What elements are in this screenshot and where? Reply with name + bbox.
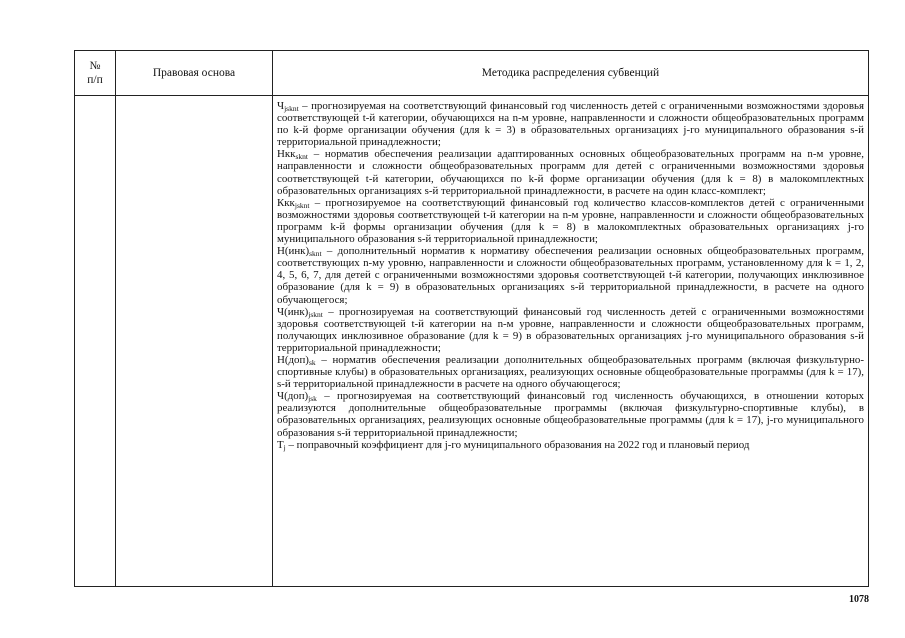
- variable-subscript: sknt: [309, 249, 322, 259]
- definition-text: – норматив обеспечения реализации дополнительных общеобразовательных программ (включая физкультурно-спортивные клубы) в образовательных организациях, реализующих основные общеобразовательные программы (для k = 17), s-й территориальной принадлежности в расчете на одного обучающегося;: [277, 353, 864, 391]
- definition-text: – норматив обеспечения реализации адаптированных основных общеобразовательных программ на n-м уровне, направленности и сложности общеобразовательных программ для детей с ограниченными возможностями здоровья соответствующей t-й категории, обучающихся по k-й форме организации обучения (для k = 8) в малокомплектных образовательных организациях s-й территориальной принадлежности, в расчете на один класс-комплект;: [277, 148, 864, 197]
- variable-subscript: jsknt: [308, 309, 323, 319]
- definition-paragraph: [277, 390, 864, 438]
- definition-paragraph: [277, 306, 864, 354]
- definition-text: – прогнозируемое на соответствующий финансовый год количество классов-комплектов детей с ограниченными возможностями здоровья соответствующей t-й категории на n-м уровне, направленности и сложности общеобразовательных программ k-й формы организации обучения (для k = 8) в малокомплектных образовательных организациях j-го муниципального образования s-й территориальной принадлежности;: [277, 196, 864, 246]
- table-header-row: [75, 51, 869, 96]
- definition-paragraph: [277, 197, 864, 245]
- header-legal-basis: Правовая основа: [116, 51, 273, 96]
- definition-text: – прогнозируемая на соответствующий финансовый год численность детей с ограниченными возможностями здоровья соответствующей t-й категории на n-м уровне, направленности и сложности общеобразовательных программ, получающих инклюзивное образование (для k = 9) в образовательных организациях j-го муниципального образования s-й территориальной принадлежности;: [277, 305, 864, 354]
- variable-symbol: Нкк: [277, 148, 296, 161]
- variable-symbol: Ч: [277, 100, 285, 112]
- subvention-table: [74, 50, 869, 587]
- cell-methodology: [273, 96, 869, 587]
- definition-paragraph: [277, 245, 864, 305]
- definition-text: – поправочный коэффициент для j-го муниципального образования на 2022 год и плановый период: [285, 438, 750, 451]
- variable-subscript: jsk: [308, 394, 317, 404]
- variable-subscript: sknt: [295, 152, 308, 162]
- header-number-line2: п/п: [87, 74, 103, 86]
- header-number: [75, 51, 116, 96]
- cell-legal-basis: [116, 96, 273, 587]
- variable-subscript: j: [283, 442, 286, 452]
- variable-subscript: sk: [308, 357, 316, 367]
- definition-paragraph: [277, 439, 864, 451]
- definition-paragraph: [277, 100, 864, 148]
- definition-text: – прогнозируемая на соответствующий финансовый год численность детей с ограниченными возможностями здоровья соответствующей t-й категории, обучающихся на n-м уровне, направленности и сложности общеобразовательных программ по k-й форме организации обучения (для k = 3) в образовательных организациях j-го муниципального образования s-й территориальной принадлежности;: [277, 100, 864, 149]
- definition-text: – прогнозируемая на соответствующий финансовый год численность обучающихся, в отношении которых реализуются дополнительные общеобразовательные программы (включая физкультурно-спортивные клубы), в образовательных организациях, реализующих основные общеобразовательные программы (для k = 17), j-го муниципального образования s-й территориальной принадлежности;: [277, 390, 864, 439]
- table-body-row: [75, 96, 869, 587]
- variable-symbol: Т: [277, 438, 284, 451]
- definition-text: – дополнительный норматив к нормативу обеспечения реализации основных общеобразовательных программ, соответствующих n-му уровню, направленности и сложности общеобразовательных программ, установленному для k = 1, 2, 4, 5, 6, 7, для детей с ограниченными возможностями здоровья соответствующей t-й категории, получающих инклюзивное образование (для k = 9) в образовательных организациях s-й территориальной принадлежности, в расчете на одного обучающегося;: [277, 245, 864, 306]
- definition-paragraph: [277, 148, 864, 196]
- header-methodology: Методика распределения субвенций: [273, 51, 869, 96]
- variable-symbol: Ккк: [277, 196, 295, 209]
- variable-symbol: Ч(доп): [277, 390, 309, 403]
- variable-symbol: Ч(инк): [277, 305, 309, 318]
- definition-paragraph: [277, 354, 864, 390]
- variable-symbol: Н(инк): [277, 245, 310, 258]
- variable-symbol: Н(доп): [277, 353, 309, 366]
- methodology-text: [273, 96, 868, 586]
- header-number-line1: №: [89, 60, 101, 72]
- variable-subscript: jsknt: [294, 200, 310, 210]
- variable-subscript: jsknt: [284, 104, 299, 113]
- cell-number: [75, 96, 116, 587]
- page-number: 1078: [849, 594, 869, 605]
